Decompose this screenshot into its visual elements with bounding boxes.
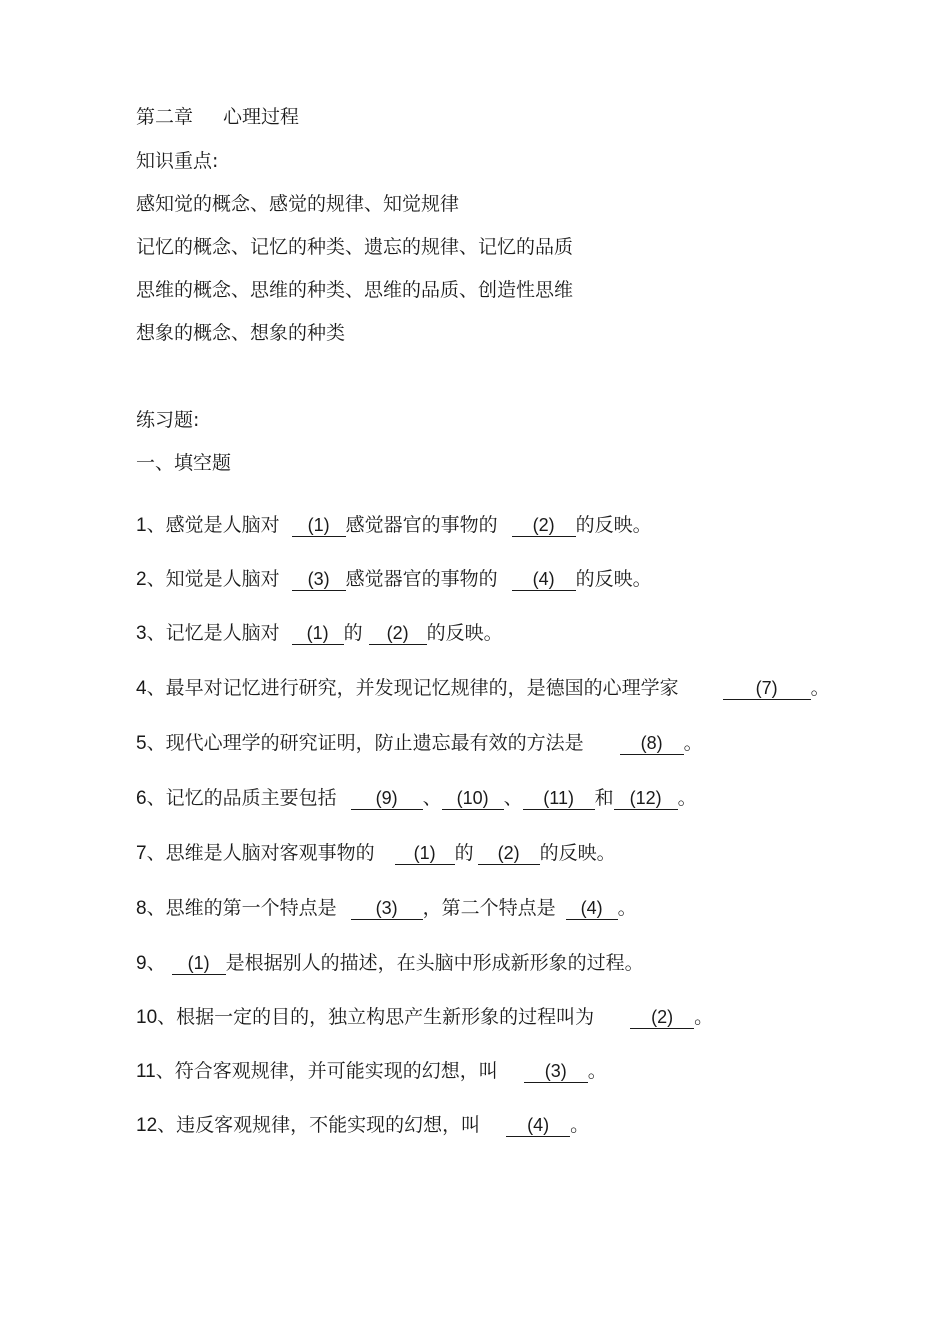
blank: (7) <box>723 677 811 700</box>
chapter-number: 第二章 <box>136 106 194 128</box>
question-2: 2、知觉是人脑对 (3) 感觉器官的事物的 (4) 的反映。 <box>136 568 652 590</box>
question-9: 9、 (1) 是根据别人的描述，在头脑中形成新形象的过程。 <box>136 952 644 974</box>
blank: (4) <box>506 1114 570 1137</box>
question-4: 4、最早对记忆进行研究，并发现记忆规律的，是德国的心理学家 (7) 。 <box>136 677 830 699</box>
blank: (10) <box>442 787 504 810</box>
blank: (1) <box>292 622 344 645</box>
question-10: 10、根据一定的目的，独立构思产生新形象的过程叫为 (2) 。 <box>136 1006 714 1028</box>
chapter-title <box>136 104 299 130</box>
section-heading: 一、填空题 <box>136 452 232 474</box>
blank: (1) <box>172 952 226 975</box>
key-point-item: 感知觉的概念、感觉的规律、知觉规律 <box>136 193 460 215</box>
blank: (2) <box>369 622 427 645</box>
blank: (8) <box>620 732 684 755</box>
question-1: 1、感觉是人脑对 (1) 感觉器官的事物的 (2) 的反映。 <box>136 514 652 536</box>
question-7: 7、思维是人脑对客观事物的 (1) 的 (2) 的反映。 <box>136 842 616 864</box>
blank: (9) <box>351 787 423 810</box>
blank: (2) <box>630 1006 694 1029</box>
chapter-subtitle: 心理过程 <box>223 106 300 128</box>
question-3: 3、记忆是人脑对 (1) 的 (2) 的反映。 <box>136 622 503 644</box>
blank: (11) <box>523 787 595 810</box>
blank: (2) <box>478 842 540 865</box>
blank: (1) <box>292 514 346 537</box>
question-6: 6、记忆的品质主要包括 (9) 、 (10) 、 (11) 和 (12) 。 <box>136 787 697 809</box>
blank: (4) <box>566 897 618 920</box>
blank: (2) <box>512 514 576 537</box>
exercises-heading: 练习题: <box>136 409 200 431</box>
question-8: 8、思维的第一个特点是 (3) ，第二个特点是 (4) 。 <box>136 897 637 919</box>
question-5: 5、现代心理学的研究证明，防止遗忘最有效的方法是 (8) 。 <box>136 732 703 754</box>
key-point-item: 思维的概念、思维的种类、思维的品质、创造性思维 <box>136 279 574 301</box>
key-point-item: 想象的概念、想象的种类 <box>136 322 346 344</box>
question-11: 11、符合客观规律，并可能实现的幻想，叫 (3) 。 <box>136 1060 607 1082</box>
question-12: 12、违反客观规律，不能实现的幻想，叫 (4) 。 <box>136 1114 590 1136</box>
blank: (3) <box>351 897 423 920</box>
blank: (3) <box>524 1060 588 1083</box>
blank: (3) <box>292 568 346 591</box>
key-points-heading: 知识重点: <box>136 150 219 172</box>
key-point-item: 记忆的概念、记忆的种类、遗忘的规律、记忆的品质 <box>136 236 574 258</box>
blank: (1) <box>395 842 455 865</box>
blank: (4) <box>512 568 576 591</box>
blank: (12) <box>614 787 678 810</box>
